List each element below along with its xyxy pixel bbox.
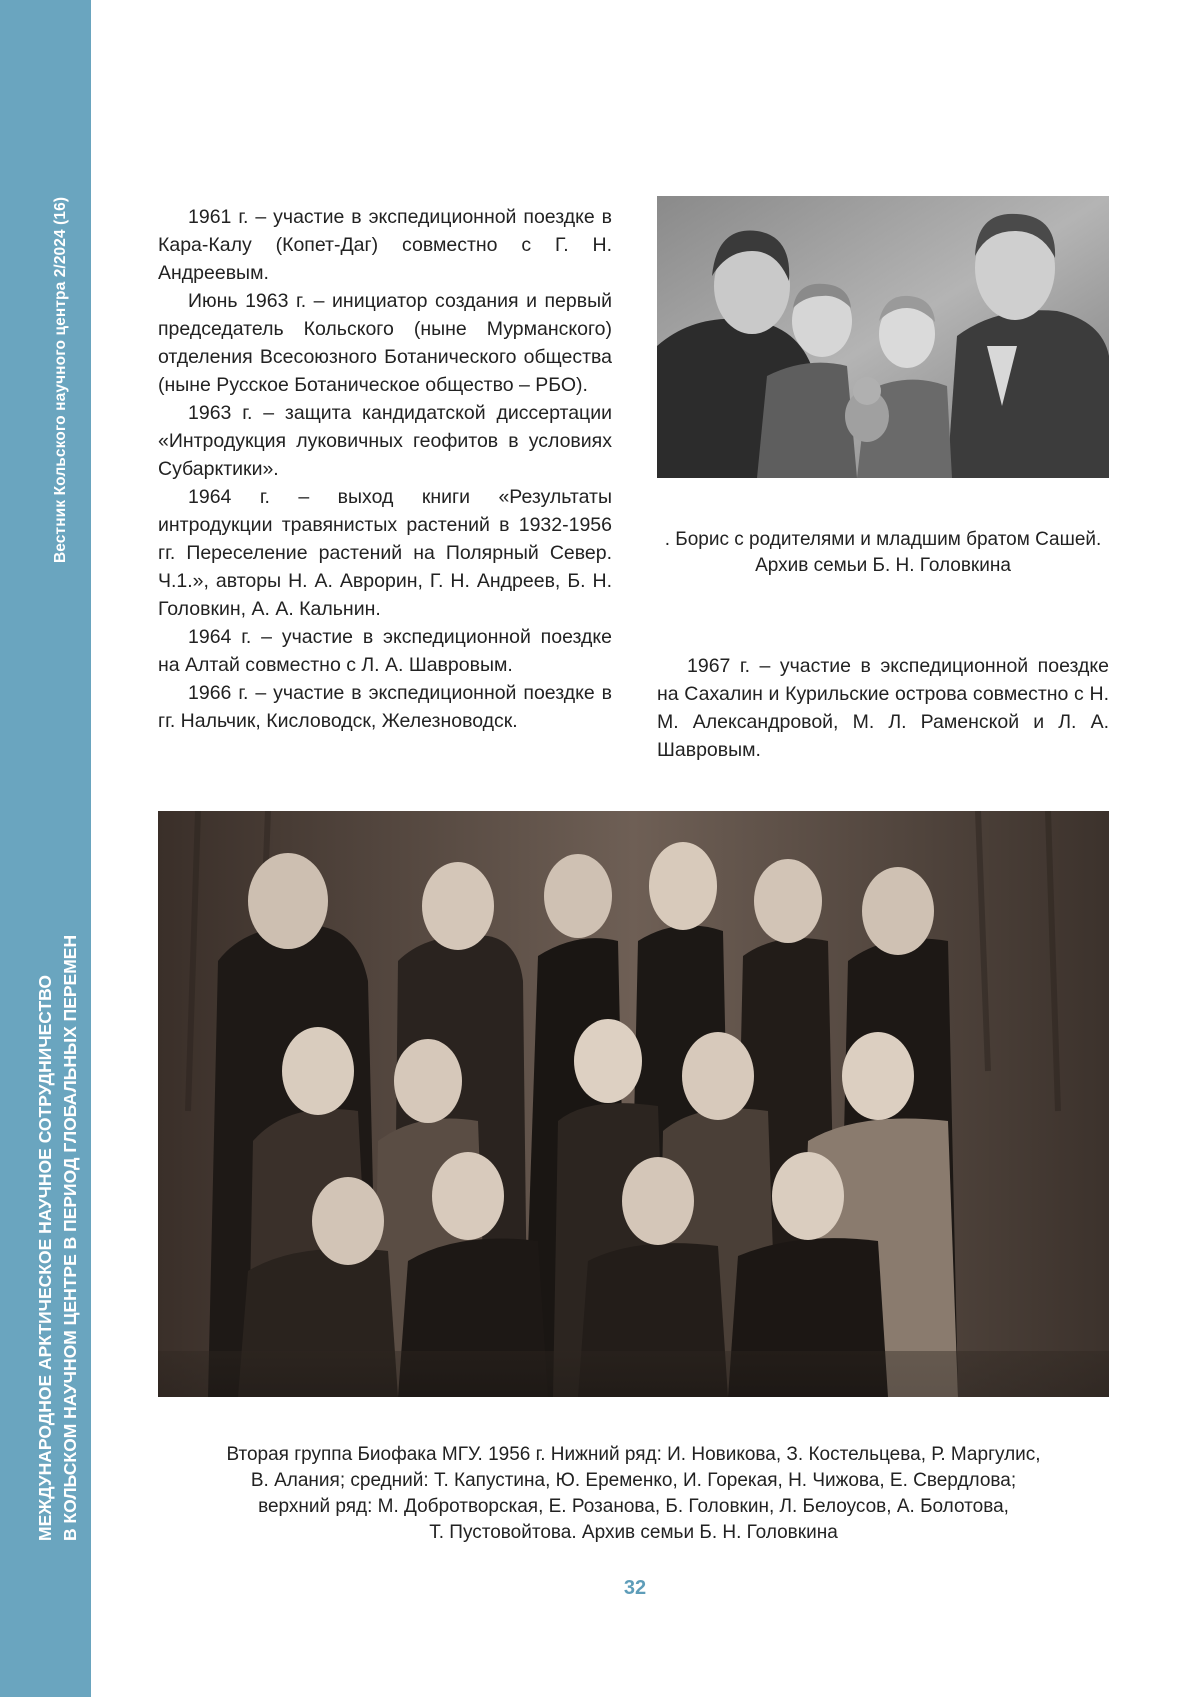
caption-line: Вторая группа Биофака МГУ. 1956 г. Нижний ряд: И. Новикова, З. Костельцева, Р. Маргулис, xyxy=(158,1442,1109,1468)
journal-title: Вестник Кольского научного центра 2/2024 (16) xyxy=(52,197,70,563)
caption-line: Т. Пустовойтова. Архив семьи Б. Н. Головкина xyxy=(158,1520,1109,1546)
series-title-line-2: В КОЛЬСКОМ НАУЧНОМ ЦЕНТРЕ В ПЕРИОД ГЛОБАЛЬНЫХ ПЕРЕМЕН xyxy=(60,935,81,1541)
caption-line: В. Алания; средний: Т. Капустина, Ю. Еременко, И. Горекая, Н. Чижова, Е. Свердлова; xyxy=(158,1468,1109,1494)
family-photo xyxy=(657,196,1109,478)
sidebar-band xyxy=(0,0,91,1697)
series-title-line-1: МЕЖДУНАРОДНОЕ АРКТИЧЕСКОЕ НАУЧНОЕ СОТРУДНИЧЕСТВО xyxy=(35,975,56,1541)
paragraph: 1967 г. – участие в экспедиционной поездке на Сахалин и Курильские острова совместно с Н. М. Александровой, М. Л. Раменской и Л. А. Шавровым. xyxy=(657,652,1109,764)
group-photo xyxy=(158,811,1109,1397)
paragraph: 1963 г. – защита кандидатской диссертации «Интродукция луковичных геофитов в условиях Субарктики». xyxy=(158,399,612,483)
left-text-column xyxy=(158,203,612,735)
family-photo-image xyxy=(657,196,1109,478)
caption-line: верхний ряд: М. Добротворская, Е. Розанова, Б. Головкин, Л. Белоусов, А. Болотова, xyxy=(158,1494,1109,1520)
page-number: 32 xyxy=(610,1577,660,1600)
family-photo-caption: . Борис с родителями и младшим братом Сашей. Архив семьи Б. Н. Головкина xyxy=(657,527,1109,579)
paragraph: 1964 г. – выход книги «Результаты интродукции травянистых растений в 1932-1956 гг. Переселение растений на Полярный Север. Ч.1.», авторы Н. А. Аврорин, Г. Н. Андреев, Б. Н. Головкин, А. А. Кальнин. xyxy=(158,483,612,623)
paragraph: Июнь 1963 г. – инициатор создания и первый председатель Кольского (ныне Мурманского) отделения Всесоюзного Ботанического общества (ныне Русское Ботаническое общество – РБО). xyxy=(158,287,612,399)
paragraph: 1961 г. – участие в экспедиционной поездке в Кара-Калу (Копет-Даг) совместно с Г. Н. Андреевым. xyxy=(158,203,612,287)
paragraph: 1966 г. – участие в экспедиционной поездке в гг. Нальчик, Кисловодск, Железноводск. xyxy=(158,679,612,735)
paragraph: 1964 г. – участие в экспедиционной поездке на Алтай совместно с Л. А. Шавровым. xyxy=(158,623,612,679)
group-photo-caption xyxy=(158,1442,1109,1546)
group-photo-image xyxy=(158,811,1109,1397)
right-text-column xyxy=(657,652,1109,764)
